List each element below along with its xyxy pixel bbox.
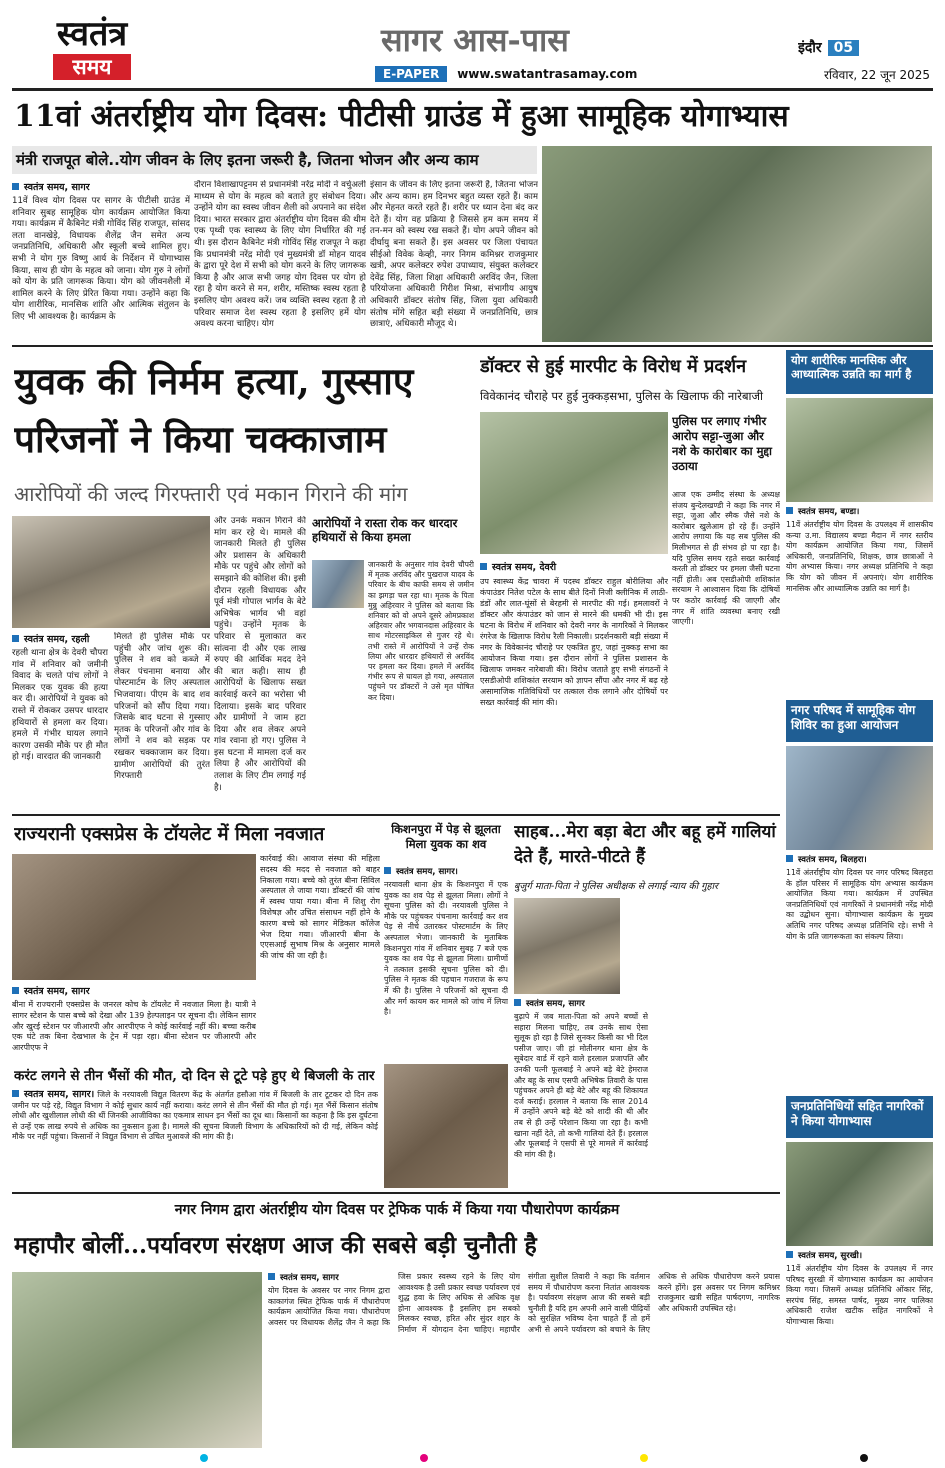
city-name: इंदौर — [798, 40, 822, 56]
page-number: 05 — [828, 40, 859, 56]
story5-body — [384, 866, 508, 1060]
sidebar-story1 — [786, 506, 933, 696]
sidebar-story1-byline: स्वतंत्र समय, बण्डा। — [786, 506, 933, 517]
story6-text: बुढ़ापे में जब माता-पिता को अपने बच्चों से सहारा मिलना चाहिए, तब उनके साथ ऐसा सुलूक हो रहा है जिसे सुनकर किसी का भी दिल पसीज जाए। जी हां मोतीनगर थाना क्षेत्र के सूबेदार वार्ड में रहने वाले हरलाल प्रजापति और उनकी पत्नी फूलबाई ने अपने बड़े बेटे हेमराज और बहू के साथ एसपी अभिषेक तिवारी के पास पहुंचकर अपने ही बड़े बेटे और बहू की शिकायत दर्ज कराई। हरलाल ने बताया कि साल 2014 में उन्होंने अपने बड़े बेटे को शादी की थी और तब से ही उन्हें परेशान किया जा रहा है। कभी खाना नहीं देते, तो कभी गालियां देते हैं। हरलाल और फूलबाई ने एसपी से पूरे मामले में कार्रवाई की मांग की है। — [514, 1012, 648, 1159]
story4-main — [12, 984, 256, 1060]
story8-kicker: नगर निगम द्वारा अंतर्राष्ट्रीय योग दिवस पर ट्रेफिक पार्क में किया गया पौधारोपण कार्यक्रम — [174, 1202, 620, 1218]
story5-headline: किशनपुरा में पेड़ से झूलता मिला युवक का शव — [391, 822, 501, 851]
logo-bottom-text: समय — [53, 54, 131, 80]
story4-headline: राज्यरानी एक्सप्रेस के टॉयलेट में मिला नवजात — [14, 824, 325, 845]
story6-photo-parents — [514, 898, 620, 994]
story6-byline: स्वतंत्र समय, सागर — [514, 998, 648, 1009]
story1-text-col1: 11वें विश्व योग दिवस पर सागर के पीटीसी ग्राउंड में शनिवार सुबह सामूहिक योग कार्यक्रम आयोजित किया गया। कार्यक्रम में कैबिनेट मंत्री गोविंद सिंह राजपूत, सांसद लता वानखेड़े, विधायक शैलेंद्र जैन समेत अन्य जनप्रतिनिधि, अधिकारी और स्कूली बच्चे शामिल हुए। सभी ने योग गुरु विष्णु आर्य के निर्देशन में योगाभ्यास किया, साथ ही योग के महत्व को जाना। योग गुरु ने लोगों को योग के प्रति जागरूक किया। योग को जीवनशैली में शामिल करने के लिए प्रेरित किया गया। उन्होंने कहा कि योग शारीरिक, मानसिक शांति और आत्मिक संतुलन के लिए भी आवश्यक है। कार्यक्रम के — [12, 196, 190, 322]
story2-col2 — [114, 632, 210, 810]
story7-text — [12, 1090, 378, 1143]
sidebar-story3-text: 11वें अंतर्राष्ट्रीय योग दिवस के उपलक्ष्य में नगर परिषद सुरखी में योगाभ्यास कार्यक्रम का आयोजन किया गया। जिसमें अध्यक्ष प्रतिनिधि ओंकार सिंह, सरपंच सिंह, समस्त पार्षद, मुख्य नगर पालिका अधिकारी राजेश खटीक सहित नागरिकों ने योगाभ्यास किया। — [786, 1264, 933, 1326]
section-title: सागर आस-पास — [381, 21, 569, 59]
story8-headline: महापौर बोलीं...पर्यावरण संरक्षण आज की सबसे बड़ी चुनौती है — [14, 1232, 537, 1259]
newspaper-logo[interactable] — [22, 14, 162, 92]
register-mark-black — [860, 1454, 868, 1462]
story3-headline: डॉक्टर से हुई मारपीट के विरोध में प्रदर्शन — [480, 356, 747, 377]
story3-main — [480, 560, 668, 810]
sidebar-story2-byline: स्वतंत्र समय, बिलहरा। — [786, 854, 933, 865]
story2-col3 — [214, 516, 306, 810]
story2-col1 — [12, 632, 108, 810]
story2-victim-photo — [312, 560, 364, 608]
sidebar-story3 — [786, 1250, 933, 1446]
story4-byline: स्वतंत्र समय, सागर — [12, 984, 256, 997]
story8-body — [268, 1272, 780, 1448]
logo-top-text: स्वतंत्र — [56, 14, 128, 54]
sidebar-story3-title: जनप्रतिनिधियों सहित नागरिकों ने किया योगाभ्यास — [786, 1096, 933, 1138]
story2-photo-protest — [12, 516, 210, 628]
story3-byline: स्वतंत्र समय, देवरी — [480, 560, 668, 573]
sidebar-story2-photo — [786, 746, 933, 850]
story1-headline: 11वां अंतर्राष्ट्रीय योग दिवस: पीटीसी ग्राउंड में हुआ सामूहिक योगाभ्यास — [14, 99, 789, 134]
story7-body — [12, 1090, 378, 1186]
register-mark-magenta — [420, 1454, 428, 1462]
sidebar-story3-photo — [786, 1142, 933, 1246]
story2-text-col2: मिलते ही पुलिस मौके पर पहुंची और जांच शुरू की। पुलिस ने शव को कब्जे में लेकर पंचनामा बनाया और पोस्टमार्टम के लिए अस्पताल भिजवाया। पीएम के बाद शव परिजनों को सौंप दिया गया। जिसके बाद घटना से गुस्साए मृतक के परिजनों और गांव के लोगों ने शव को सड़क पर रखकर चक्काजाम कर दिया। ग्रामीण आरोपियों की तुरंत गिरफ्तारी — [114, 632, 210, 782]
story6-headline: साहब...मेरा बड़ा बेटा और बहू हमें गालियां देते हैं, मारते-पीटते हैं — [514, 822, 776, 867]
story3-side — [672, 490, 780, 810]
sidebar-story2 — [786, 854, 933, 1094]
story1-byline: स्वतंत्र समय, सागर — [12, 180, 190, 193]
website-link[interactable]: www.swatantrasamay.com — [457, 67, 638, 81]
story2-subhead: आरोपियों की जल्द गिरफ्तारी एवं मकान गिराने की मांग — [14, 482, 408, 506]
story2-inset-title: आरोपियों ने रास्ता रोक कर धारदार हथियारों से किया हमला — [312, 516, 458, 544]
rule-2 — [12, 814, 780, 816]
rule-3 — [12, 1192, 780, 1194]
story1-photo-yoga-ground — [542, 146, 932, 342]
story1-col1 — [12, 180, 190, 340]
story1-text-col3: इंसान के जीवन के लिए इतना जरूरी है, जितना भोजन और अन्य काम। हम दिनभर बहुत व्यस्त रहते हैं। काम और मेहनत करते रहते हैं। शरीर पर ध्यान देना बंद कर देते हैं। योग वह प्रक्रिया है जिससे हम कम समय में तन-मन को स्वस्थ रख सकते हैं। योग अपने जीवन को दीर्घायु बना सकते हैं। इस अवसर पर जिला पंचायत सीईओ विवेक केव्ही, नगर निगम कमिश्नर राजकुमार खत्री, अपर कलेक्टर रुपेश उपाध्याय, संयुक्त कलेक्टर देवेंद्र सिंह, जिला शिक्षा अधिकारी अरविंद जैन, जिला परियोजना अधिकारी गिरीश मिश्रा, संभागीय आयुष अधिकारी डॉक्टर संतोष सिंह, जिला युवा अधिकारी संतोष मोंगे सहित बड़ी संख्या में जनप्रतिनिधि, छात्र छात्राएं, अधिकारी मौजूद थे। — [370, 180, 538, 330]
story4-text1: बीना में राज्यरानी एक्सप्रेस के जनरल कोच के टॉयलेट में नवजात मिला है। यात्री ने सागर स्टेशन के पास बच्चे को देखा और 139 हेल्पलाइन पर सूचना दी। लेकिन सागर और खुरई स्टेशन पर जीआरपी और आरपीएफ ने कोई कार्रवाई नहीं की। बच्चा करीब एक घंटे तक बिना देखभाल के ट्रेन में पड़ा रहा। बीना स्टेशन पर जीआरपी और आरपीएफ ने — [12, 1000, 256, 1053]
sidebar-story2-text: 11वें अंतर्राष्ट्रीय योग दिवस पर नगर परिषद बिलहरा के हॉल परिसर में सामूहिक योग अभ्यास कार्यक्रम आयोजित किया गया। कार्यक्रम में उपस्थित जनप्रतिनिधियों एवं नागरिकों ने प्रधानमंत्री नरेंद्र मोदी का उद्बोधन सुना। योगाभ्यास कार्यक्रम के मुख्य अतिथि नगर परिषद अध्यक्ष प्रतिनिधि रहे। सभी ने योग के प्रति जागरूकता का संकल्प लिया। — [786, 868, 933, 941]
story4-side — [260, 854, 380, 1060]
story1-text-col2: दौरान विशाखापट्टनम से प्रधानमंत्री नरेंद्र मोदी ने वर्चुअली माध्यम से योग के महत्व को बताते हुए संबोधन दिया। उन्होंने योग का स्वस्थ जीवन शैली को अपनाने का संदेश दिया। भारत सरकार द्वारा अंतर्राष्ट्रीय योग दिवस की थीम एक पृथ्वी एक स्वास्थ्य के लिए योग निर्धारित की गई थी। इस दौरान कैबिनेट मंत्री गोविंद सिंह राजपूत ने कहा कि प्रधानमंत्री नरेंद्र मोदी एवं मुख्यमंत्री डॉ मोहन यादव के द्वारा पूरे देश में सभी को योग करने के लिए जागरूक किया है और आज सभी जगह योग दिवस पर योग हो रहा है योग करने से मन, शरीर, मस्तिष्क स्वस्थ रहता है इसलिए योग अवश्य करें। जब व्यक्ति स्वस्थ रहता है तो परिवार समाज देश स्वस्थ रहता है इसलिए हमें योग अवश्य करना चाहिए। योग — [194, 180, 366, 330]
masthead-rule — [12, 88, 933, 91]
story2-text-col1: रहली थाना क्षेत्र के देवरी चौपरा गांव में शनिवार को जमीनी विवाद के चलते पांच लोगों ने मिलकर एक युवक की हत्या कर दी। आरोपियों ने युवक को रास्ते में रोककर उसपर धारदार हथियारों से हमला कर दिया। हमले में गंभीर घायल लगाने कारण उसकी मौके पर ही मौत हो गई। वारदात की जानकारी — [12, 648, 108, 763]
story3-side-title: पुलिस पर लगाए गंभीर आरोप सट्टा-जुआ और नशे के कारोबार का मुद्दा उठाया — [672, 414, 773, 473]
story3-subhead: विवेकानंद चौराहे पर हुई नुक्कड़सभा, पुलिस के खिलाफ की नारेबाजी — [480, 389, 764, 403]
story2-byline: स्वतंत्र समय, रहली — [12, 632, 108, 645]
story7-headline: करंट लगने से तीन भैंसों की मौत, दो दिन से टूटे पड़े हुए थे बिजली के तार — [14, 1068, 375, 1084]
story3-text: उप स्वास्थ्य केंद्र चावरा में पदस्थ डॉक्टर राहुल बोरीलिया और कंपाउंडर नितेश पटेल के साथ बीते दिनों निजी क्लीनिक में लाठी-डंडों और लात-घूंसों से बेरहमी से मारपीट की गई। हमलावरों ने डॉक्टर और कंपाउंडर को जान से मारने की धमकी भी दी। इस घटना के विरोध में शनिवार को देवरी नगर के नागरिकों ने मिलकर रंगरेज के खिलाफ विरोध रैली निकाली। प्रदर्शनकारी बड़ी संख्या में नगर के विवेकानंद चौराहे पर एकत्रित हुए, जहां नुक्कड़ सभा का आयोजन किया गया। इस दौरान लोगों ने पुलिस प्रशासन के खिलाफ जमकर नारेबाजी की। विरोध जताते हुए सभी संगठनों ने एसडीओपी शशिकांत सरयाम को ज्ञापन सौंपा और नगर में बढ़ रहे असामाजिक गतिविधियों पर तत्काल रोक लगाने और दोषियों पर सख्त कार्रवाई की मांग की। — [480, 577, 668, 707]
story1-col2 — [194, 180, 366, 340]
story2-text-col3: और उनके मकान गिराने की मांग कर रहे थे। मामले की जानकारी मिलते ही पुलिस और प्रशासन के अधिकारी मौके पर पहुंचे और लोगों को समझाने की कोशिश की। इसी दौरान रहली विधायक और पूर्व मंत्री गोपाल भार्गव के बेटे अभिषेक भार्गव भी वहां पहुंचे। उन्होंने मृतक के परिवार से मुलाकात कर सांत्वना दी और एक लाख रुपए की आर्थिक मदद देने की बात कही। साथ ही आरोपियों के खिलाफ सख्त कार्रवाई करने का भरोसा भी दिलाया। इसके बाद परिवार और ग्रामीणों ने जाम हटा दिया और शव लेकर अपने गांव रवाना हो गए। पुलिस ने इस घटना में मामला दर्ज कर लिया है और आरोपियों की तलाश के लिए टीम लगाई गई है। — [214, 516, 306, 793]
story1-col3 — [370, 180, 538, 340]
story3-photo-memorandum — [480, 412, 668, 554]
story2-headline: युवक की निर्मम हत्या, गुस्साए परिजनों ने किया चक्काजाम — [14, 359, 414, 461]
story6-col2 — [652, 898, 780, 1228]
sidebar-story1-title: योग शारीरिक मानसिक और आध्यात्मिक उन्नति का मार्ग है — [786, 350, 933, 394]
sidebar-story2-title: नगर परिषद में सामूहिक योग शिविर का हुआ आयोजन — [786, 700, 933, 742]
story4-text2: कार्रवाई की। आवाज संस्था की महिला सदस्य की मदद से नवजात को बाहर निकाला गया। बच्चे को तुरंत बीना सिविल अस्पताल ले जाया गया। डॉक्टरों की जांच में स्वस्थ पाया गया। बीना में शिशु रोग विशेषज्ञ और उचित संसाधन नहीं होने के कारण बच्चे को सागर मेडिकल कॉलेज भेज दिया गया। जीआरपी बीना के एएसआई सुभाष मिश्र के अनुसार मामले की जांच की जा रही है। — [260, 854, 380, 961]
story5-byline: स्वतंत्र समय, सागर। — [384, 866, 508, 877]
story8-text: योग दिवस के अवसर पर नगर निगम द्वारा काकागंज स्थित ट्रेफिक पार्क में पौधारोपण कार्यक्रम आयोजित किया गया। पौधारोपण अवसर पर विधायक शैलेंद्र जैन ने कहा कि जिस प्रकार स्वस्थ्य रहने के लिए योग आवश्यक है उसी प्रकार स्वच्छ पर्यावरण एवं शुद्ध हवा के लिए अधिक से अधिक वृक्ष होना आवश्यक है इसलिए हम सबको मिलकर स्वच्छ, हरित और सुंदर शहर के निर्माण में योगदान देना चाहिए। महापौर संगीता सुशील तिवारी ने कहा कि वर्तमान समय में पौधारोपण करना नितांत आवश्यक है। पर्यावरण संरक्षण आज की सबसे बड़ी चुनौती है यदि हम अपनी आने वाली पीढ़ियों को सुरक्षित भविष्य देना चाहते हैं तो हमें अभी से अपने पर्यावरण को बचाने के लिए अधिक से अधिक पौधारोपण करने प्रयास करने होंगे। इस अवसर पर निगम कमिश्नर राजकुमार खत्री सहित पार्षदगण, नागरिक और अधिकारी उपस्थित रहे। — [268, 1272, 780, 1334]
story7-byline: स्वतंत्र समय, सागर। — [12, 1090, 94, 1100]
city-label — [798, 38, 896, 60]
sidebar-story1-photo — [786, 398, 933, 502]
story8-photo-plantation — [12, 1272, 262, 1448]
story1-subhead: मंत्री राजपूत बोले..योग जीवन के लिए इतना जरूरी है, जितना भोजन और अन्य काम — [12, 146, 537, 174]
epaper-bar — [375, 66, 765, 84]
story2-inset — [368, 560, 474, 810]
story7-text-body: जिले के नरयावली विद्युत वितरण केंद्र के अंतर्गत हसौआ गांव में बिजली के तार टूटकर दो दिन तक जमीन पर पड़े रहे, विद्युत विभाग ने कोई सुधार कार्य नहीं कराया। करंट लगने से तीन भैंसों की मौत हो गई। मृत भैंसें किसान संतोष लोधी और खुशीलाल लोधी की थीं जिनकी आजीविका का एकमात्र साधन इन भैंसों का दूध था। किसानों का कहना है कि इस दुर्घटना से उन्हें एक लाख रुपये से अधिक का नुकसान हुआ है। मामले की सूचना बिजली विभाग के अधिकारियों को दी गई, लेकिन कोई मौके पर नहीं पहुंचा। किसानों ने विद्युत विभाग से उचित मुआवजे की मांग की है। — [12, 1090, 378, 1142]
story5-text: नरयावली थाना क्षेत्र के किशनपुरा में एक युवक का शव पेड़ से झूलता मिला। लोगों ने सूचना पुलिस को दी। नरयावली पुलिस ने मौके पर पहुंचकर पंचनामा कार्रवाई कर शव पेड़ से नीचे उतारकर पोस्टमार्टम के लिए अस्पताल भेजा। जानकारी के मुताबिक किशनपुरा गांव में शनिवार सुबह 7 बजे एक युवक का शव पेड़ से झूलता मिला। ग्रामीणों ने तत्काल इसकी सूचना पुलिस को दी। पुलिस ने मृतक की पहचान गजराज के रूप में की है। पुलिस ने परिजनों को सूचना दी और मर्ग कायम कर मामले को जांच में लिया है। — [384, 880, 508, 1017]
story2-inset-text: जानकारी के अनुसार गांव देवरी चौपरी में मृतक अरविंद और पुखराज यादव के परिवार के बीच काफी समय से जमीन का झगड़ा चल रहा था। मृतक के पिता मुन्नु अहिरवार ने पुलिस को बताया कि शनिवार को वो अपने दूसरे ओमप्रकाश अहिरवार और भगवानदास अहिरवार के साथ मोटरसाइकिल से गुजर रहे थे। तभी रास्ते में आरोपियों ने उन्हें रोक लिया और धारदार हथियारों से अरविंद पर हमला कर दिया। हमले में अरविंद गंभीर रूप से घायल हो गया, अस्पताल पहुंचने पर डॉक्टरों ने उसे मृत घोषित कर दिया। — [368, 560, 474, 702]
story8-byline: स्वतंत्र समय, सागर — [268, 1272, 390, 1283]
register-mark-yellow — [640, 1454, 648, 1462]
story4-photo-newborn — [12, 854, 256, 980]
sidebar-story3-byline: स्वतंत्र समय, सुरखी। — [786, 1250, 933, 1261]
rule-1 — [12, 345, 933, 347]
story3-side-text: आज एक उम्मीद संस्था के अध्यक्ष संजय बुन्देलखण्डी ने कहा कि नगर में सट्टा, जुआ और स्मैक जैसे नशे के कारोबार खुलेआम हो रहे हैं। उन्होंने आरोप लगाया कि यह सब पुलिस की मिलीभगत से ही संभव हो पा रहा है। यदि पुलिस समय रहते सख्त कार्रवाई करती तो डॉक्टर पर हमला जैसी घटना नहीं होती। अब एसडीओपी शशिकांत सरयाम ने आश्वासन दिया कि दोषियों पर कठोर कार्रवाई की जाएगी और नगर में शांति व्यवस्था बनाए रखी जाएगी। — [672, 490, 780, 627]
epaper-tag: E-PAPER — [375, 66, 447, 82]
story7-photo-buffaloes — [384, 1064, 508, 1188]
sidebar-story1-text: 11वें अंतर्राष्ट्रीय योग दिवस के उपलक्ष्य में शासकीय कन्या उ.मा. विद्यालय बण्डा मैदान में नगर स्तरीय योग कार्यक्रम आयोजित किया गया, जिसमें अधिकारी, जनप्रतिनिधि, शिक्षक, छात्र छात्राओं ने योग अभ्यास किया। नगर अध्यक्ष प्रतिनिधि ने कहा कि योग को जीवन में अपनाएं। योग शारीरिक मानसिक और आध्यात्मिक उन्नति का मार्ग है। — [786, 520, 933, 593]
dateline: रविवार, 22 जून 2025 — [823, 68, 930, 82]
story6-subhead: बुजुर्ग माता-पिता ने पुलिस अधीक्षक से लगाई न्याय की गुहार — [514, 881, 718, 892]
register-mark-cyan — [200, 1454, 208, 1462]
